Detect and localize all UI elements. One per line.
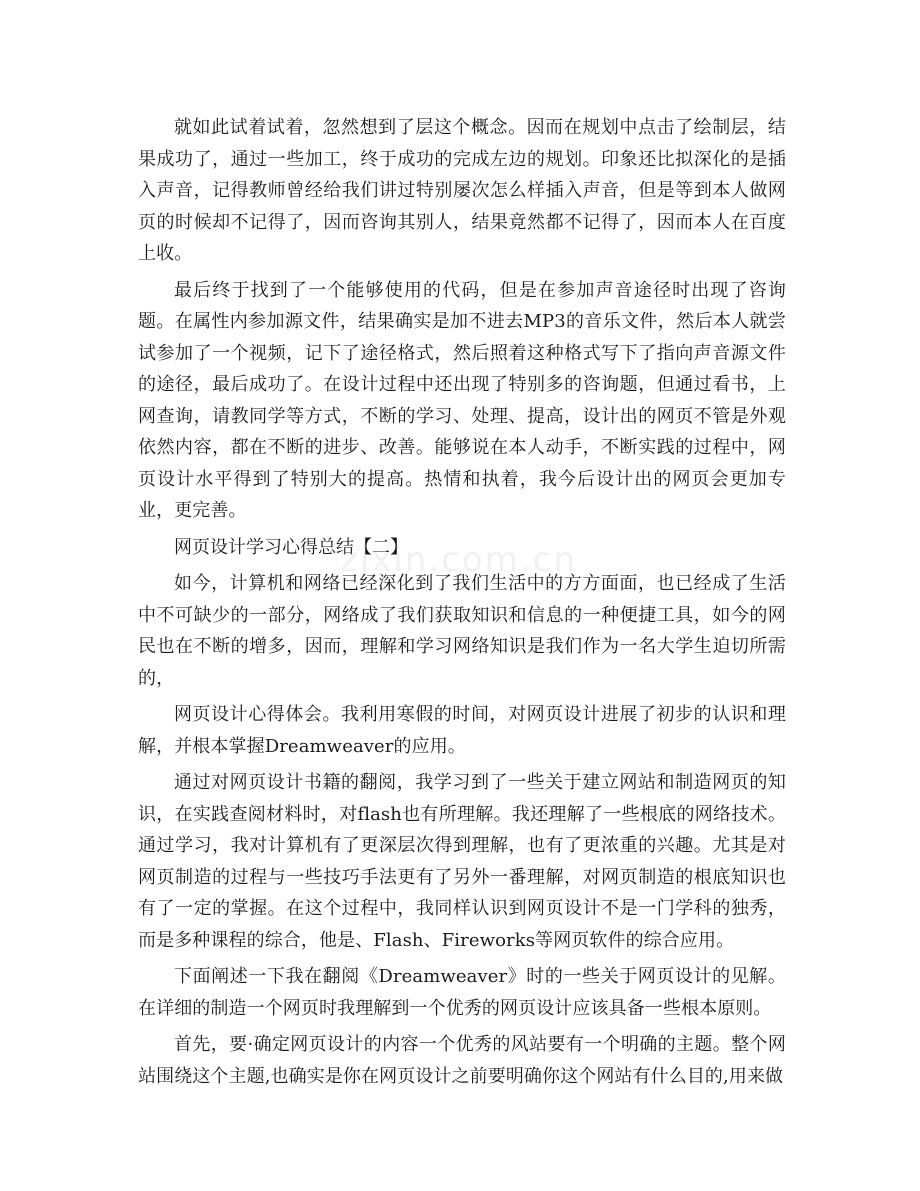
paragraph-7: 首先，要·确定网页设计的内容一个优秀的风站要有一个明确的主题。整个网站围绕这个主题,也确实是你在网页设计之前要明确你这个网站有什么目的,用来做 (138, 1034, 786, 1087)
paragraph-4: 网页设计心得体会。我利用寒假的时间，对网页设计进展了初步的认识和理解，并根本掌握Dreamweaver的应用。 (138, 704, 786, 757)
section-heading: 网页设计学习心得总结【二】 (174, 536, 408, 558)
watermark: zixin.com.cn (340, 540, 577, 580)
paragraph-5: 通过对网页设计书籍的翻阅，我学习到了一些关于建立网站和制造网页的知识，在实践查阅材料时，对flash也有所理解。我还理解了一些根底的网络技术。通过学习，我对计算机有了更深层次得到理解，也有了更浓重的兴趣。尤其是对网页制造的过程与一些技巧手法更有了另外一番理解，对网页制造的根底知识也有了一定的掌握。在这个过程中，我同样认识到网页设计不是一门学科的独秀，而是多种课程的综合，他是、Flash、Fireworks等网页软件的综合应用。 (138, 772, 786, 951)
paragraph-3: 如今，计算机和网络已经深化到了我们生活中的方方面面，也已经成了生活中不可缺少的一部分，网络成了我们获取知识和信息的一种便捷工具，如今的网民也在不断的增多，因而，理解和学习网络知识是我们作为一名大学生迫切所需的， (138, 573, 786, 689)
paragraph-6: 下面阐述一下我在翻阅《Dreamweaver》时的一些关于网页设计的见解。在详细的制造一个网页时我理解到一个优秀的网页设计应该具备一些根本原则。 (138, 966, 786, 1019)
paragraph-1: 就如此试着试着，忽然想到了层这个概念。因而在规划中点击了绘制层，结果成功了，通过一些加工，终于成功的完成左边的规划。印象还比拟深化的是插入声音，记得教师曾经给我们讲过特别屡次怎么样插入声音，但是等到本人做网页的时候却不记得了，因而咨询其别人，结果竟然都不记得了，因而本人在百度上收。 (138, 117, 786, 264)
document-page (138, 112, 786, 1092)
paragraph-2: 最后终于找到了一个能够使用的代码，但是在参加声音途径时出现了咨询题。在属性内参加源文件，结果确实是加不进去MP3的音乐文件，然后本人就尝试参加了一个视频，记下了途径格式，然后照着这种格式写下了指向声音源文件的途径，最后成功了。在设计过程中还出现了特别多的咨询题，但通过看书，上网查询，请教同学等方式，不断的学习、处理、提高，设计出的网页不管是外观依然内容，都在不断的进步、改善。能够说在本人动手，不断实践的过程中，网页设计水平得到了特别大的提高。热情和执着，我今后设计出的网页会更加专业，更完善。 (138, 279, 786, 521)
